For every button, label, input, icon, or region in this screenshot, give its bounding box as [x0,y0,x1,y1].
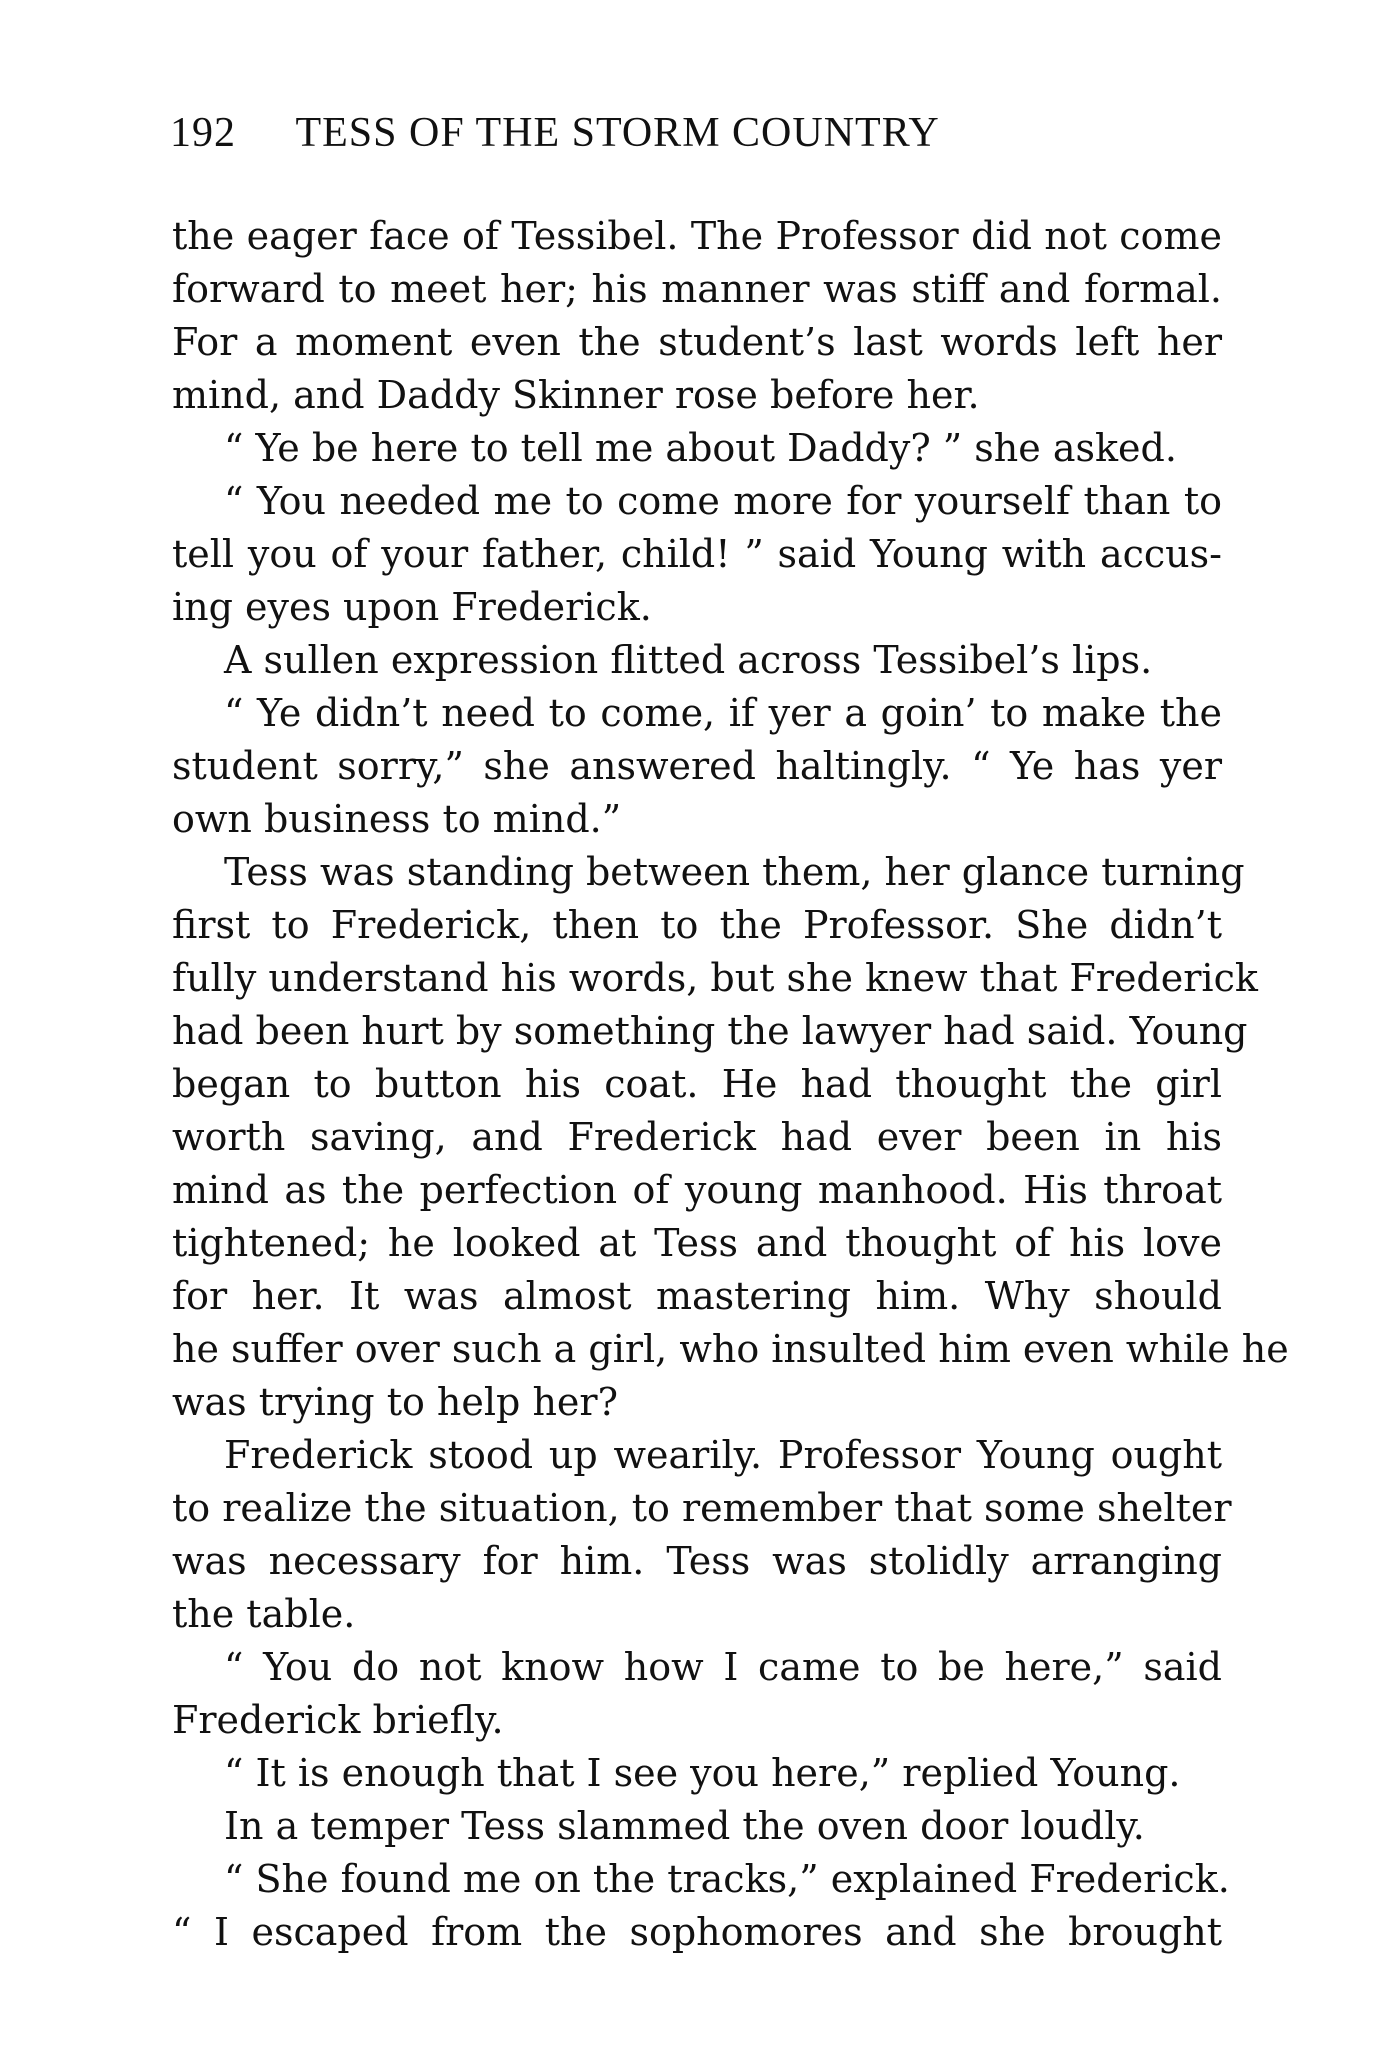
text-line: had been hurt by something the lawyer had said. Young [172,1009,1248,1053]
text-line: “ You needed me to come more for yourself than to [224,479,1222,523]
text-line: he suffer over such a girl, who insulted him even while he [172,1327,1289,1371]
text-line: For a moment even the student’s last words left her [172,320,1222,364]
page-number: 192 [170,110,236,156]
text-line: “ It is enough that I see you here,” replied Young. [224,1751,1181,1795]
text-line: own business to mind.” [172,797,622,841]
text-line: “ She found me on the tracks,” explained Frederick. [224,1857,1230,1901]
text-line: mind, and Daddy Skinner rose before her. [172,373,980,417]
text-line: Frederick stood up wearily. Professor Young ought [224,1433,1222,1477]
text-line: “ You do not know how I came to be here,” said [224,1645,1222,1689]
body-text [172,210,1289,1959]
text-line: Frederick briefly. [172,1698,504,1742]
text-line: “ Ye be here to tell me about Daddy? ” she asked. [224,426,1177,470]
text-line: ing eyes upon Frederick. [172,585,652,629]
book-title: TESS OF THE STORM COUNTRY [295,110,940,156]
text-line: Tess was standing between them, her glance turning [224,850,1245,894]
text-line: was trying to help her? [172,1380,618,1424]
text-line: to realize the situation, to remember that some shelter [172,1486,1232,1530]
text-line: for her. It was almost mastering him. Why should [172,1274,1222,1318]
text-line: mind as the perfection of young manhood. His throat [172,1168,1222,1212]
text-line: student sorry,” she answered haltingly. “ Ye has yer [172,744,1222,788]
running-head [170,108,1220,158]
text-line: began to button his coat. He had thought the girl [172,1062,1222,1106]
text-line: the table. [172,1592,356,1636]
text-line: tightened; he looked at Tess and thought of his love [172,1221,1222,1265]
text-line: In a temper Tess slammed the oven door loudly. [224,1804,1145,1848]
text-line: fully understand his words, but she knew that Frederick [172,956,1258,1000]
text-line: tell you of your father, child! ” said Young with accus- [172,532,1222,576]
text-line: worth saving, and Frederick had ever been in his [172,1115,1222,1159]
text-line: “ I escaped from the sophomores and she brought [172,1910,1222,1954]
text-line: forward to meet her; his manner was stiff and formal. [172,267,1222,311]
text-line: first to Frederick, then to the Professor. She didn’t [172,903,1222,947]
text-line: A sullen expression flitted across Tessibel’s lips. [224,638,1153,682]
text-line: “ Ye didn’t need to come, if yer a goin’ to make the [224,691,1222,735]
text-line: the eager face of Tessibel. The Professor did not come [172,214,1222,258]
text-line: was necessary for him. Tess was stolidly arranging [172,1539,1222,1583]
